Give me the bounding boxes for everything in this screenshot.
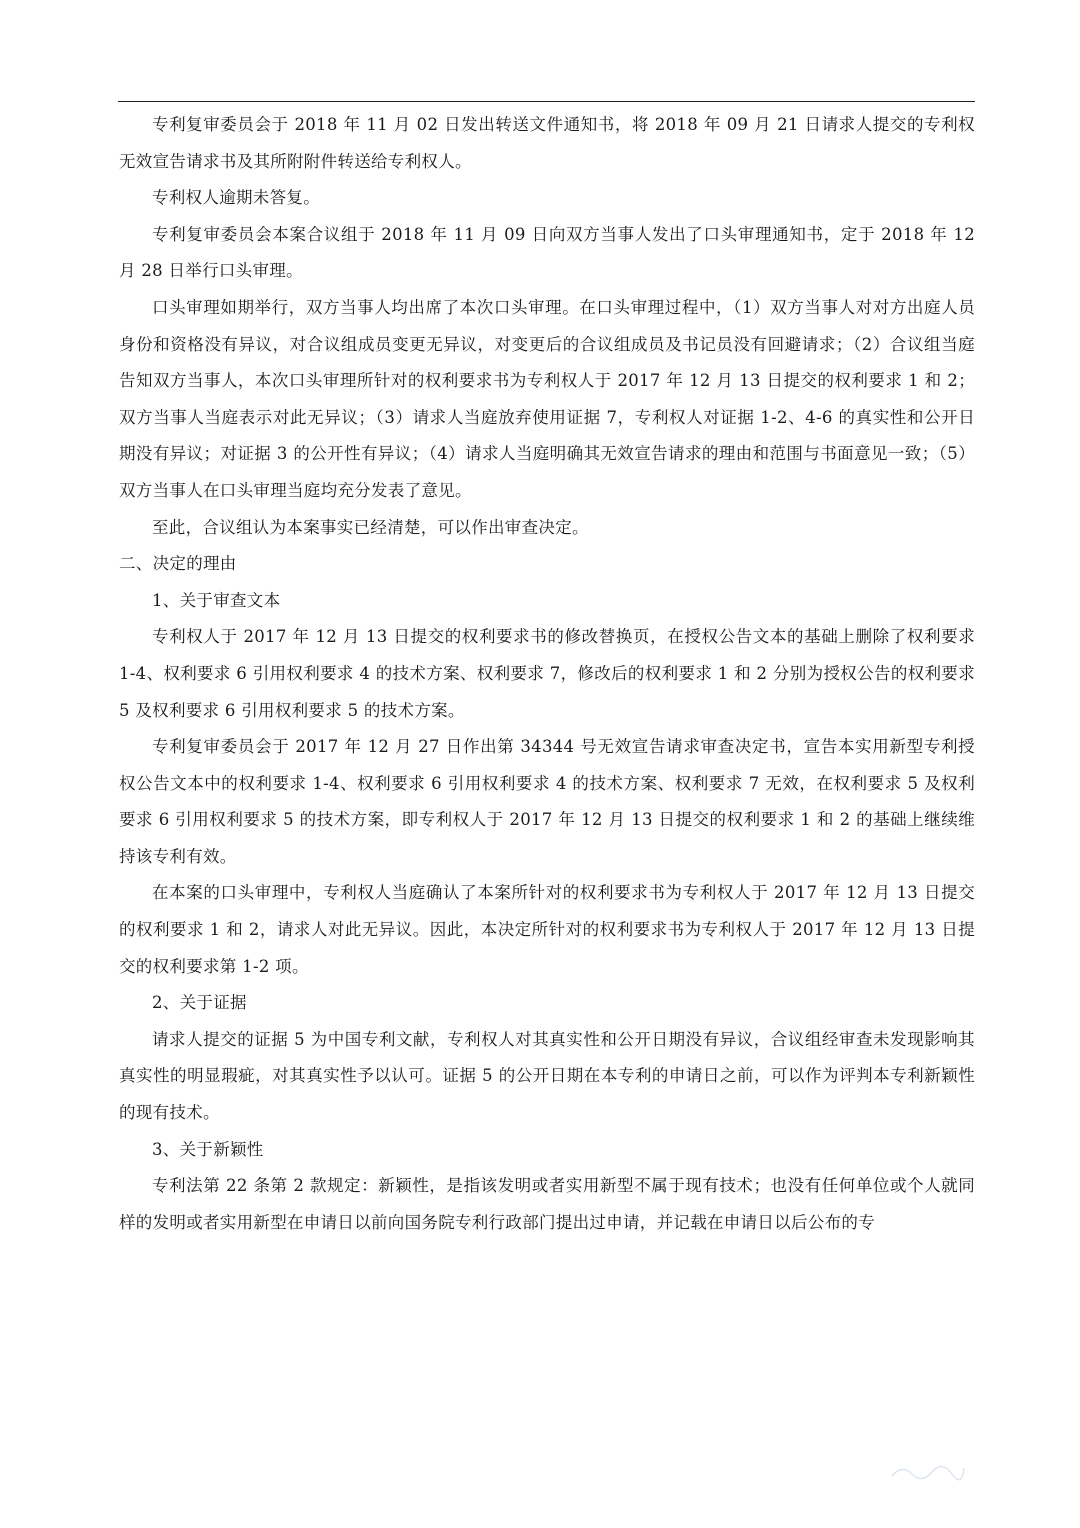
paragraph-no-reply: 专利权人逾期未答复。	[152, 188, 320, 208]
watermark-logo	[888, 1456, 968, 1486]
subheading-novelty: 3、关于新颖性	[152, 1139, 264, 1159]
paragraph-patent-law-22: 专利法第 22 条第 2 款规定：新颖性，是指该发明或者实用新型不属于现有技术；也没有任何单位或个人就同样的发明或者实用新型在申请日以前向国务院专利行政部门提出过申请，并记载在申请日以后公布的专	[119, 1176, 975, 1232]
paragraph-oral-hearing-process: 口头审理如期举行，双方当事人均出席了本次口头审理。在口头审理过程中，（1）双方当事人对对方出庭人员身份和资格没有异议，对合议组成员变更无异议，对变更后的合议组成员及书记员没有回避请求；（2）合议组当庭告知双方当事人，本次口头审理所针对的权利要求书为专利权人于 2017 年 12 月 13 日提交的权利要求 1 和 2；双方当事人当庭表示对此无异议；（3）请求人当庭放弃使用证据 7，专利权人对证据 1-2、4-6 的真实性和公开日期没有异议；对证据 3 的公开性有异议；（4）请求人当庭明确其无效宣告请求的理由和范围与书面意见一致；（5）双方当事人在口头审理当庭均充分发表了意见。	[119, 297, 975, 500]
paragraph-claims-amendment: 专利权人于 2017 年 12 月 13 日提交的权利要求书的修改替换页，在授权公告文本的基础上删除了权利要求 1-4、权利要求 6 引用权利要求 4 的技术方案、权利要求 7，修改后的权利要求 1 和 2 分别为授权公告的权利要求 5 及权利要求 6 引用权利要求 5 的技术方案。	[119, 627, 975, 720]
subheading-examination-text: 1、关于审查文本	[152, 590, 281, 610]
paragraph-evidence-5: 请求人提交的证据 5 为中国专利文献，专利权人对其真实性和公开日期没有异议，合议组经审查未发现影响其真实性的明显瑕疵，对其真实性予以认可。证据 5 的公开日期在本专利的申请日之前，可以作为评判本专利新颖性的现有技术。	[119, 1029, 975, 1123]
header-rule	[118, 101, 975, 102]
paragraph-oral-hearing-notice: 专利复审委员会本案合议组于 2018 年 11 月 09 日向双方当事人发出了口头审理通知书，定于 2018 年 12 月 28 日举行口头审理。	[119, 224, 975, 281]
paragraph-transfer-notice: 专利复审委员会于 2018 年 11 月 02 日发出转送文件通知书，将 2018 年 09 月 21 日请求人提交的专利权无效宣告请求书及其所附附件转送给专利权人。	[119, 115, 975, 171]
subheading-evidence: 2、关于证据	[152, 993, 247, 1013]
paragraph-facts-clear: 至此，合议组认为本案事实已经清楚，可以作出审查决定。	[152, 517, 589, 537]
paragraph-claims-confirmed: 在本案的口头审理中，专利权人当庭确认了本案所针对的权利要求书为专利权人于 2017 年 12 月 13 日提交的权利要求 1 和 2，请求人对此无异议。因此，本决定所针对的权利要求书为专利权人于 2017 年 12 月 13 日提交的权利要求第 1-2 项。	[119, 883, 975, 976]
section-heading-reasons: 二、决定的理由	[119, 554, 237, 574]
paragraph-previous-decision: 专利复审委员会于 2017 年 12 月 27 日作出第 34344 号无效宣告请求审查决定书，宣告本实用新型专利授权公告文本中的权利要求 1-4、权利要求 6 引用权利要求 4 的技术方案、权利要求 7 无效，在权利要求 5 及权利要求 6 引用权利要求 5 的技术方案，即专利权人于 2017 年 12 月 13 日提交的权利要求 1 和 2 的基础上继续维持该专利有效。	[119, 737, 975, 866]
document-body	[119, 107, 975, 1241]
